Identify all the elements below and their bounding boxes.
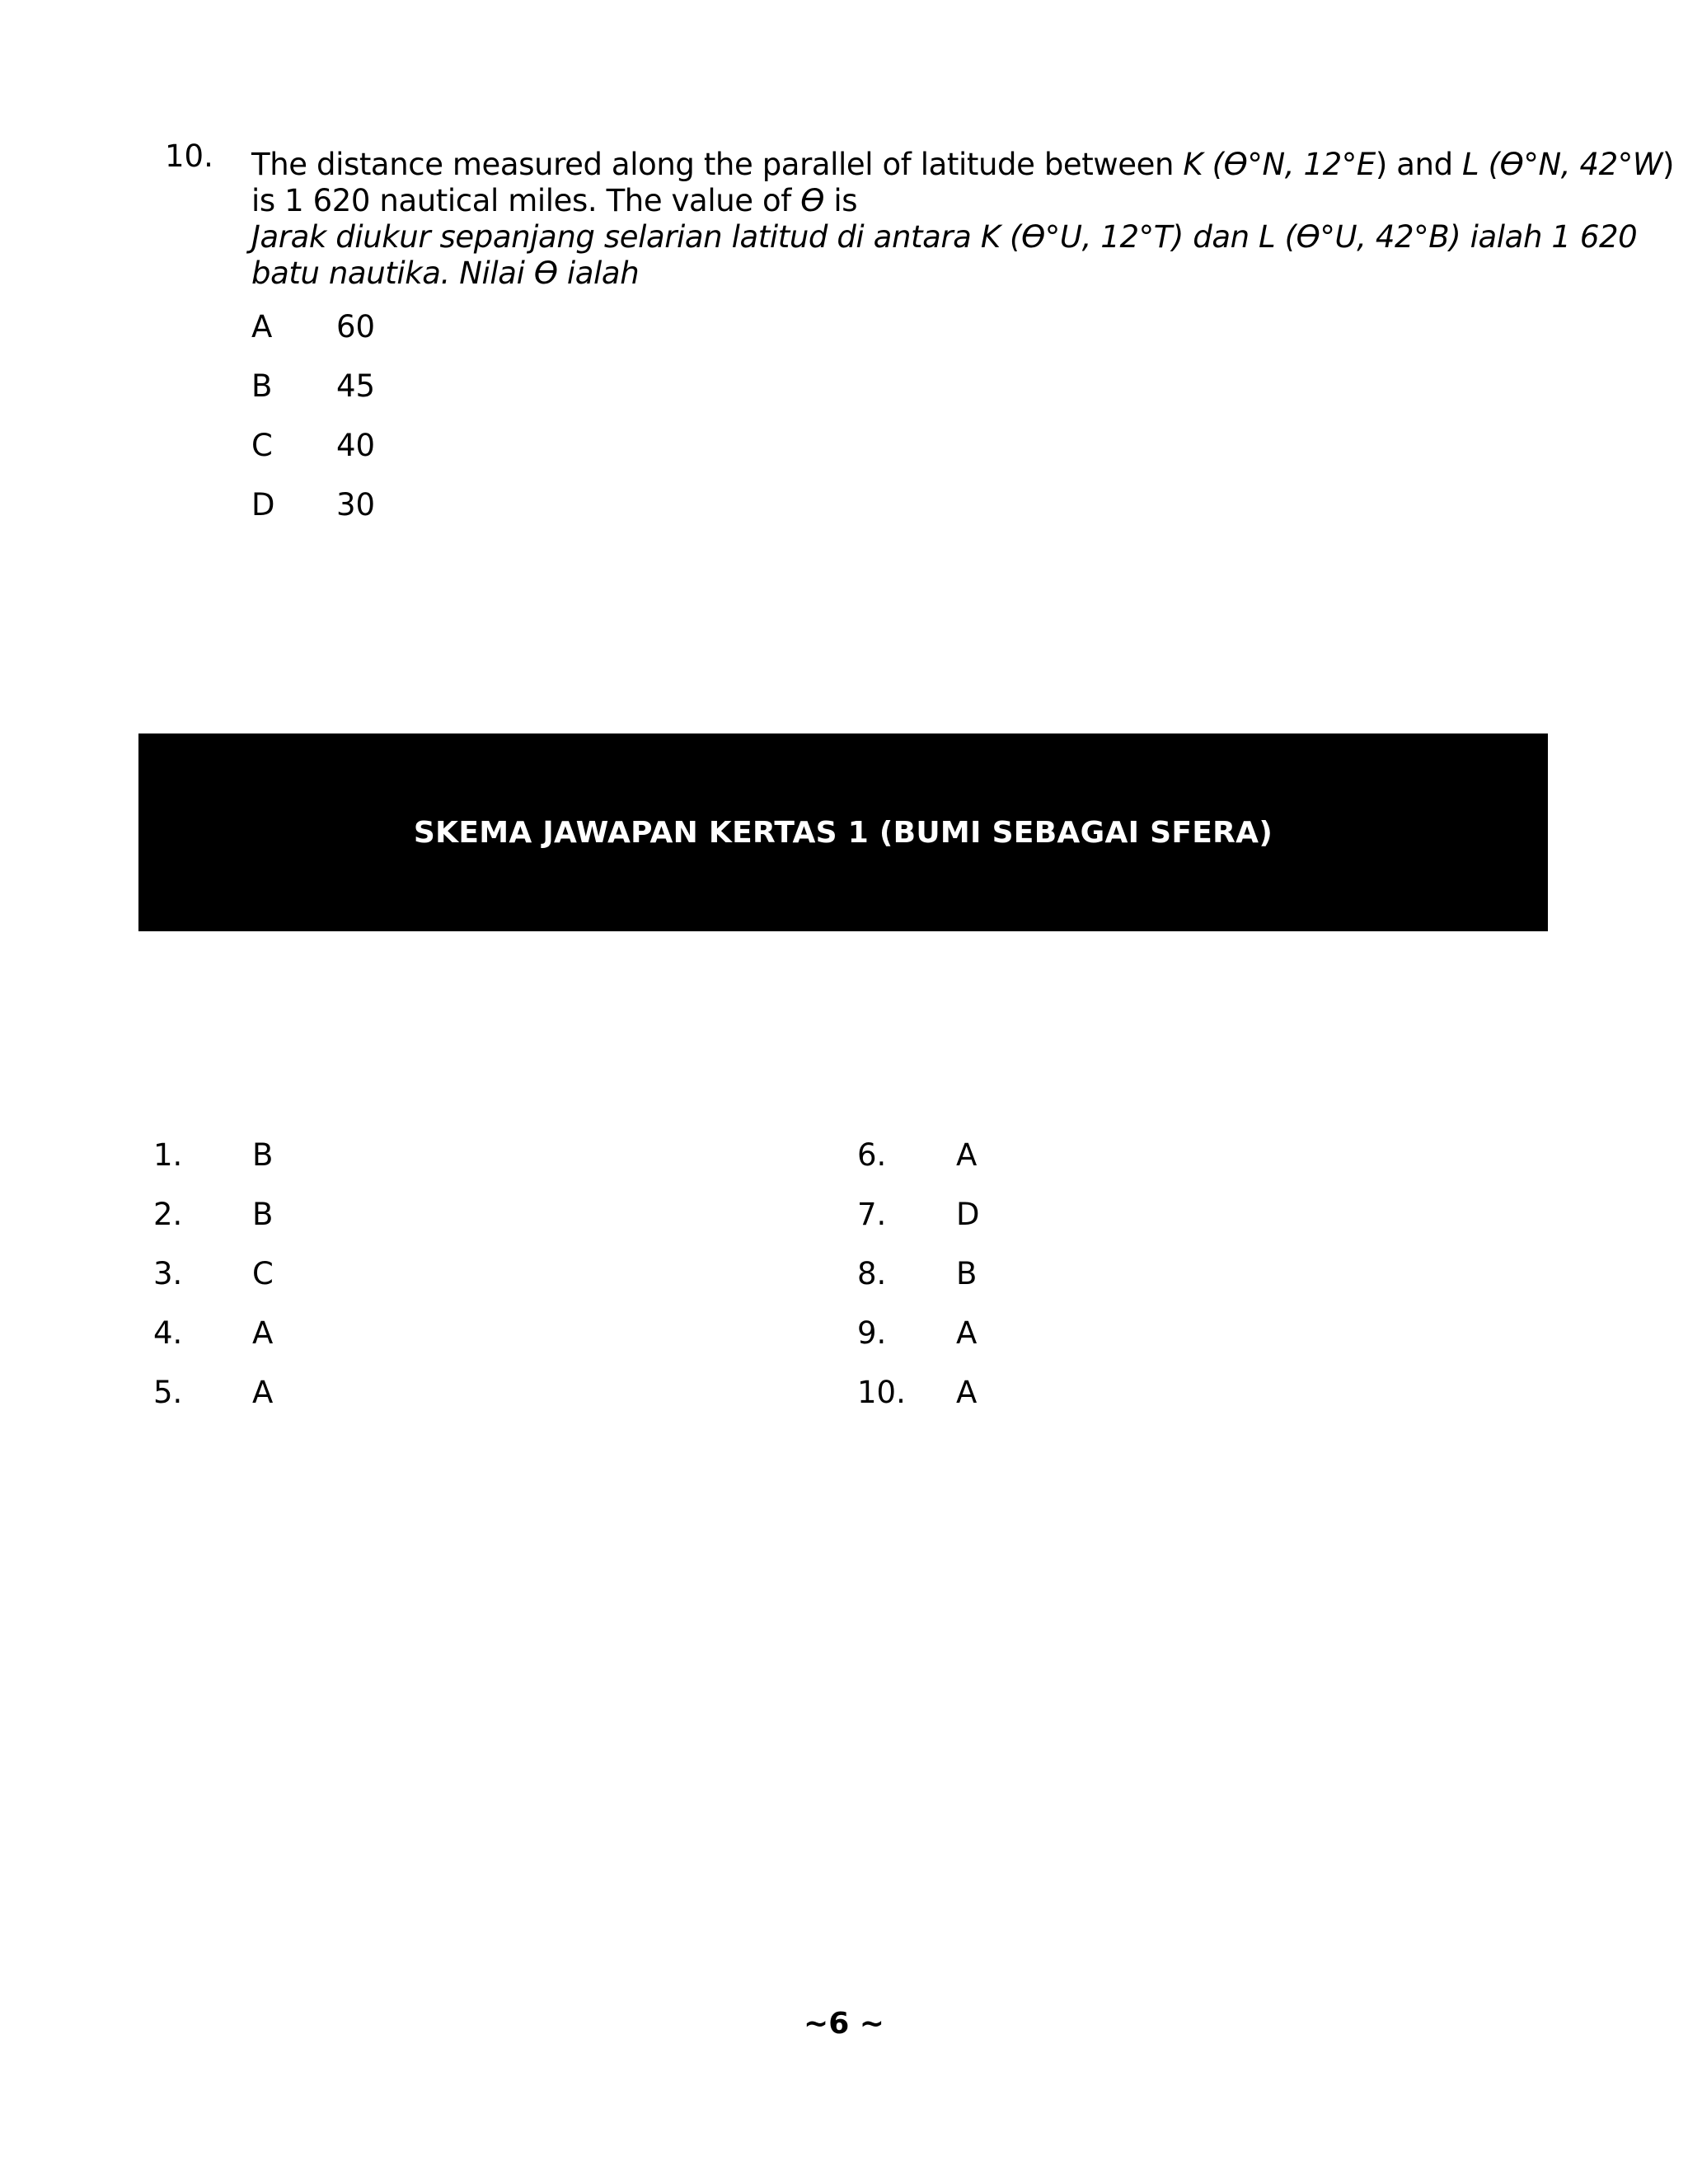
question-malay-line-1: Jarak diukur sepanjang selarian latitud di antara K (Ө°U, 12°T) dan L (Ө°U, 42°B) ialah 1 620 [251, 219, 1638, 255]
answer-letter: A [956, 1137, 978, 1173]
answer-letter: A [956, 1315, 978, 1351]
answer-number: 2. [153, 1197, 183, 1232]
question-number: 10. [165, 138, 213, 174]
answer-number: 7. [857, 1197, 887, 1232]
answer-number: 3. [153, 1256, 183, 1291]
answer-key-row [857, 1315, 980, 1375]
option-b [251, 368, 375, 428]
answer-letter: B [956, 1256, 978, 1291]
answer-key-row [153, 1137, 274, 1197]
question-english-line-2 [251, 183, 1554, 219]
option-letter: B [251, 368, 273, 404]
answer-number: 1. [153, 1137, 183, 1173]
option-d [251, 487, 375, 546]
answer-key-row [857, 1137, 980, 1197]
answer-key-row [857, 1256, 980, 1315]
answer-letter: B [252, 1137, 274, 1173]
option-value: 30 [336, 487, 376, 523]
answer-key-row [153, 1197, 274, 1256]
question-text-part: ) [1662, 147, 1675, 182]
answer-letter: A [252, 1315, 274, 1351]
option-letter: D [251, 487, 275, 523]
answer-key-left-column [153, 1137, 274, 1434]
option-c [251, 428, 375, 487]
answer-number: 5. [153, 1375, 183, 1410]
page-number: ~6 ~ [804, 2007, 884, 2041]
answer-number: 8. [857, 1256, 887, 1291]
answer-key-row [857, 1375, 980, 1434]
answer-number: 4. [153, 1315, 183, 1351]
answer-letter: A [956, 1375, 978, 1410]
point-k: K (Ө°N, 12°E [1183, 147, 1376, 182]
question-text-part: is 1 620 nautical miles. The value of [251, 183, 801, 218]
answer-number: 9. [857, 1315, 887, 1351]
question-text-part: ) and [1375, 147, 1463, 182]
option-value: 45 [336, 368, 376, 404]
answer-number: 10. [857, 1375, 906, 1410]
answer-letter: D [956, 1197, 980, 1232]
answer-key-row [153, 1375, 274, 1434]
answer-key-row [153, 1256, 274, 1315]
answer-options [251, 309, 375, 546]
question-text-part: The distance measured along the parallel of latitude between [251, 147, 1184, 182]
option-letter: A [251, 309, 273, 344]
option-value: 60 [336, 309, 376, 344]
option-value: 40 [336, 428, 376, 463]
option-a [251, 309, 375, 368]
point-l: L (Ө°N, 42°W [1462, 147, 1663, 182]
question-text-part: is [823, 183, 858, 218]
answer-letter: B [252, 1197, 274, 1232]
answer-scheme-banner [138, 733, 1548, 931]
question-text [251, 147, 1675, 292]
banner-title: SKEMA JAWAPAN KERTAS 1 (BUMI SEBAGAI SFERA) [413, 815, 1273, 850]
theta-symbol: Ө [800, 183, 824, 218]
answer-number: 6. [857, 1137, 887, 1173]
question-malay-line-2: batu nautika. Nilai Ө ialah [251, 255, 640, 291]
option-letter: C [251, 428, 273, 463]
answer-letter: A [252, 1375, 274, 1410]
answer-key-right-column [857, 1137, 980, 1434]
question-english-line-1 [251, 147, 1675, 183]
answer-letter: C [252, 1256, 274, 1291]
answer-key-row [153, 1315, 274, 1375]
answer-key-row [857, 1197, 980, 1256]
